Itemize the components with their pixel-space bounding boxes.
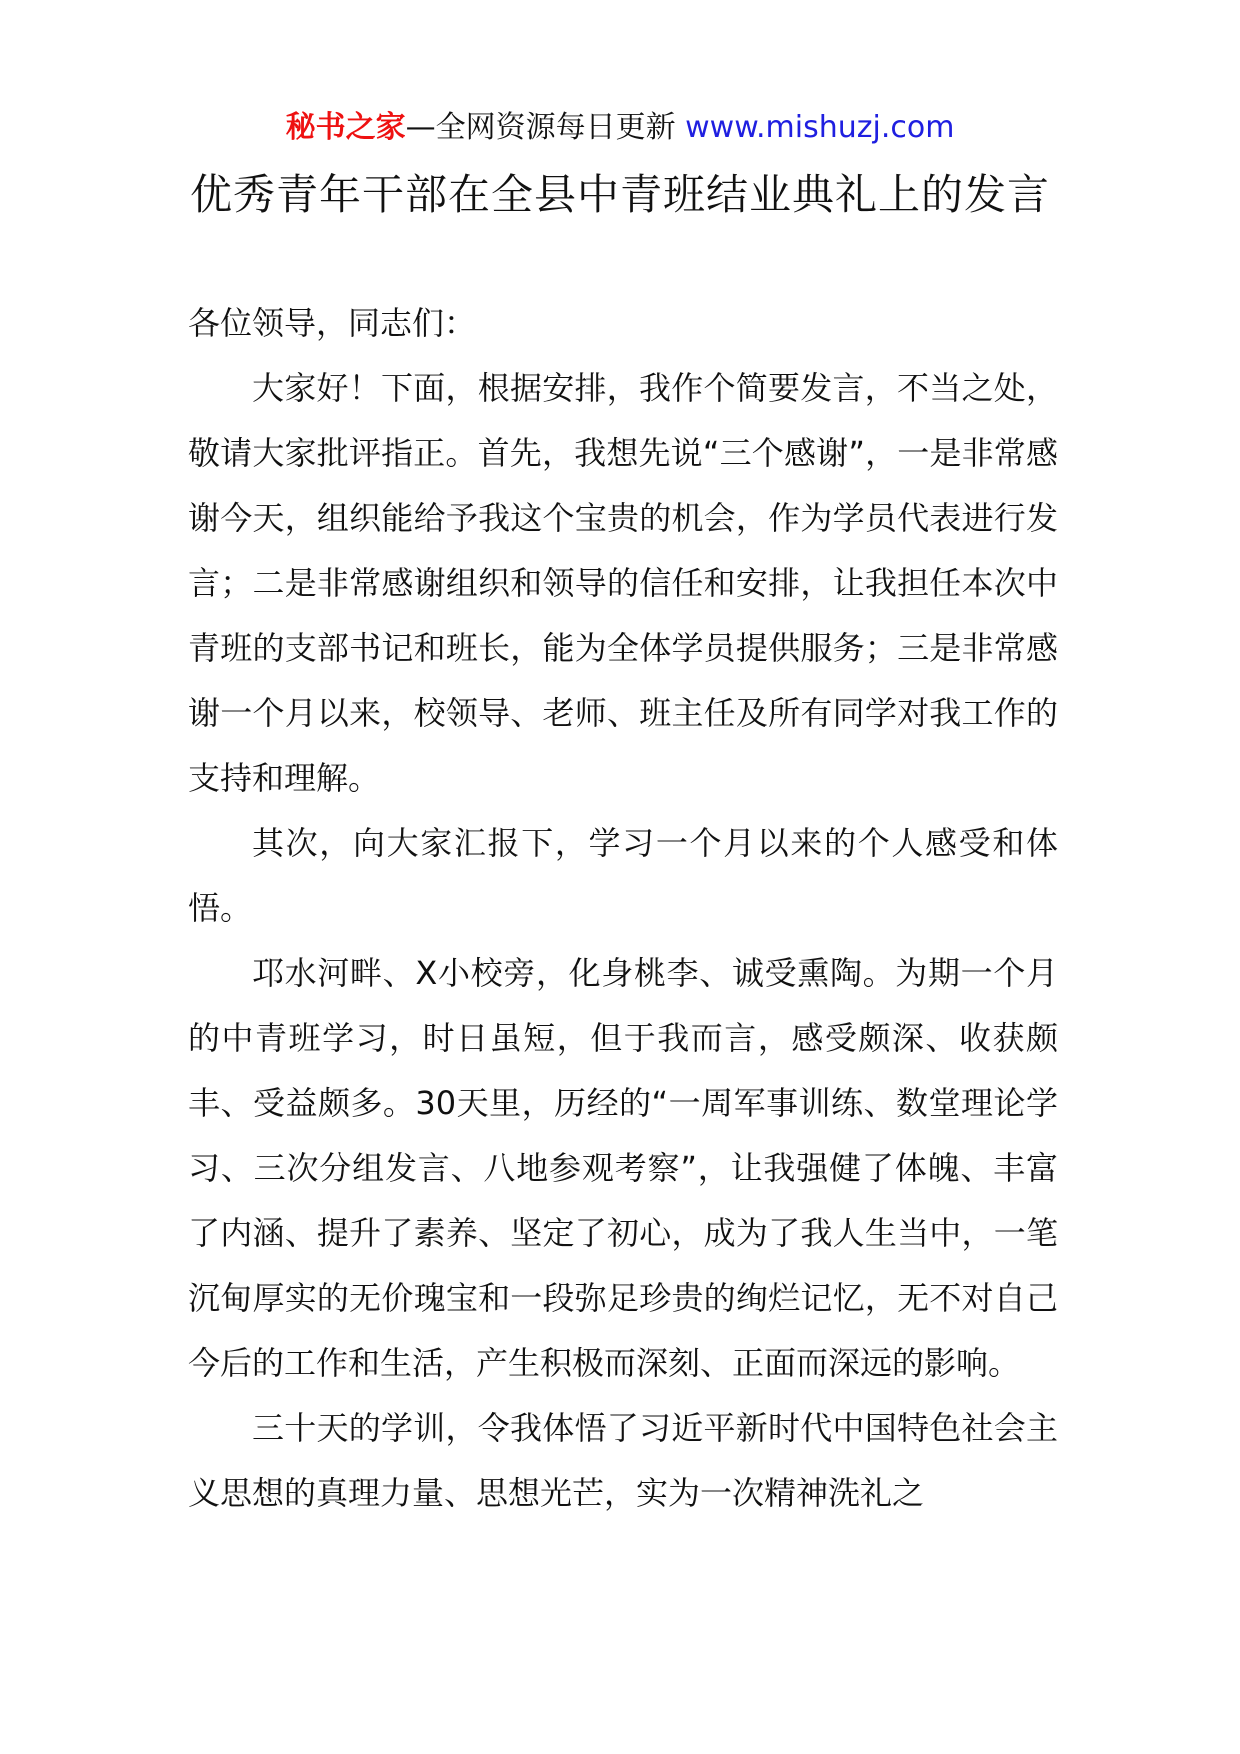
header-tagline: —全网资源每日更新 [405, 110, 686, 145]
document-body [188, 291, 1058, 1526]
body-paragraph-1: 大家好！下面，根据安排，我作个简要发言，不当之处，敬请大家批评指正。首先，我想先说“三个感谢”，一是非常感谢今天，组织能给予我这个宝贵的机会，作为学员代表进行发言；二是非常感谢组织和领导的信任和安排，让我担任本次中青班的支部书记和班长，能为全体学员提供服务；三是非常感谢一个月以来，校领导、老师、班主任及所有同学对我工作的支持和理解。 [188, 369, 1058, 797]
document-title: 优秀青年干部在全县中青班结业典礼上的发言 [189, 170, 1050, 219]
salutation: 各位领导，同志们： [188, 304, 477, 342]
site-url-link[interactable]: www.mishuzj.com [685, 110, 955, 145]
body-paragraph-3: 邛水河畔、X小校旁，化身桃李、诚受熏陶。为期一个月的中青班学习，时日虽短，但于我而言，感受颇深、收获颇丰、受益颇多。30天里，历经的“一周军事训练、数堂理论学习、三次分组发言、八地参观考察”，让我强健了体魄、丰富了内涵、提升了素养、坚定了初心，成为了我人生当中，一笔沉甸厚实的无价瑰宝和一段弥足珍贵的绚烂记忆，无不对自己今后的工作和生活，产生积极而深刻、正面而深远的影响。 [188, 954, 1058, 1382]
body-paragraph-4: 三十天的学训，令我体悟了习近平新时代中国特色社会主义思想的真理力量、思想光芒，实为一次精神洗礼之 [188, 1409, 1058, 1512]
brand-name: 秘书之家 [285, 110, 406, 145]
body-paragraph-2: 其次，向大家汇报下，学习一个月以来的个人感受和体悟。 [188, 824, 1058, 927]
site-header [0, 108, 1240, 148]
